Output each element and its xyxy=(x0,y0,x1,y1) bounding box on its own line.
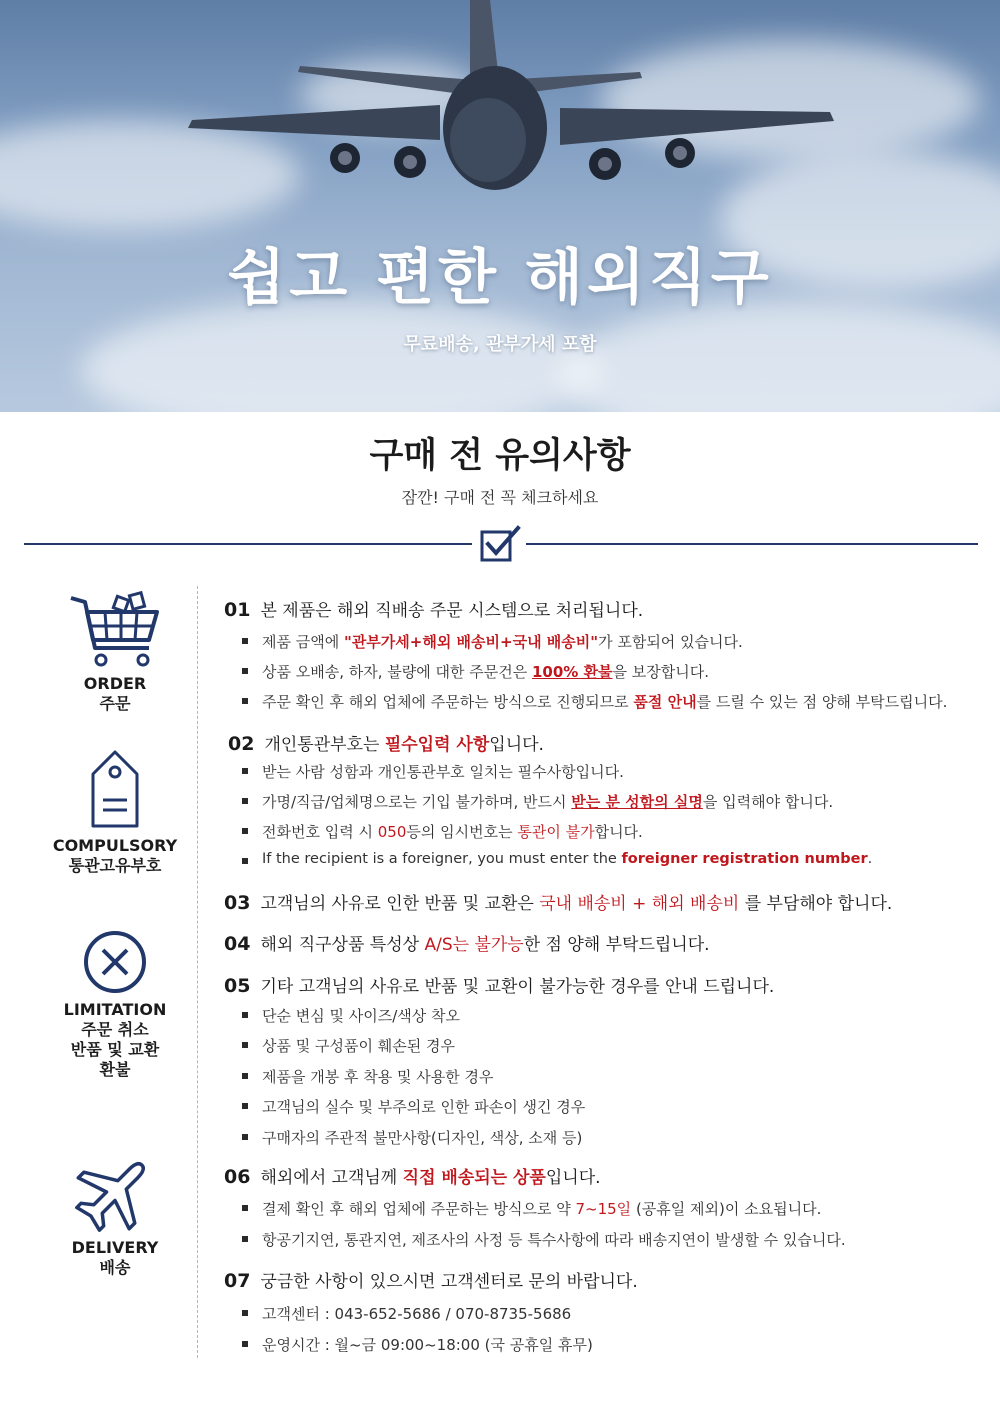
category-delivery-en: DELIVERY xyxy=(71,1238,159,1257)
notice-text: 궁금한 사항이 있으시면 고객센터로 문의 바랍니다. xyxy=(260,1272,638,1292)
notice-number: 03 xyxy=(224,892,251,914)
notice-number: 01 xyxy=(224,599,251,621)
notice-01 xyxy=(224,596,643,621)
category-delivery xyxy=(40,1150,190,1278)
category-compulsory xyxy=(40,748,190,876)
bullet-text: 을 입력해야 합니다. xyxy=(702,793,834,811)
hero-banner xyxy=(0,0,1000,412)
notice-highlight: 필수입력 사항 xyxy=(384,735,490,755)
notice-04 xyxy=(224,930,710,955)
bullet-text: 제품 금액에 xyxy=(262,633,344,651)
notice-03 xyxy=(224,889,892,914)
notice-text: 한 점 양해 부탁드립니다. xyxy=(523,935,710,955)
notice-text: 고객님의 사유로 인한 반품 및 교환은 xyxy=(260,894,540,914)
notice-02 xyxy=(228,730,544,755)
hero-subtitle: 무료배송, 관부가세 포함 xyxy=(403,334,597,355)
notice-01-bullet-2 xyxy=(262,661,709,682)
notice-highlight: 직접 배송되는 상품 xyxy=(402,1168,546,1188)
checkbox-check-icon xyxy=(478,522,522,566)
bullet-text: 상품 오배송, 하자, 불량에 대한 주문건은 xyxy=(262,663,532,681)
notice-number: 06 xyxy=(224,1166,251,1188)
notice-07 xyxy=(224,1267,638,1292)
notice-text: 본 제품은 해외 직배송 주문 시스템으로 처리됩니다. xyxy=(260,601,644,621)
notice-02-bullet-2 xyxy=(262,791,833,812)
price-tag-icon xyxy=(85,748,145,832)
bullet-highlight: foreigner registration number xyxy=(621,851,868,867)
notice-number: 07 xyxy=(224,1270,251,1292)
bullet-highlight: 7~15일 xyxy=(575,1200,632,1218)
notice-06-bullet-1 xyxy=(262,1198,821,1219)
notice-text: 개인통관부호는 xyxy=(264,735,385,755)
section-subtitle: 잠깐! 구매 전 꼭 체크하세요 xyxy=(401,488,599,507)
notice-text: 를 부담해야 합니다. xyxy=(739,894,893,914)
notice-05-bullet-5: 구매자의 주관적 불만사항(디자인, 색상, 소재 등) xyxy=(262,1129,583,1147)
category-order-ko: 주문 xyxy=(99,694,131,713)
notice-text: 입니다. xyxy=(545,1168,601,1188)
bullet-text: 전화번호 입력 시 xyxy=(262,823,378,841)
bullet-highlight: 050 xyxy=(377,823,407,841)
bullet-text: 가명/직급/업체명으로는 기입 불가하며, 반드시 xyxy=(262,793,572,811)
notice-06-bullet-2: 항공기지연, 통관지연, 제조사의 사정 등 특수사항에 따라 배송지연이 발생할 수 있습니다. xyxy=(262,1231,846,1249)
notice-07-bullet-1: 고객센터 : 043-652-5686 / 070-8735-5686 xyxy=(262,1305,572,1323)
bullet-text: If the recipient is a foreigner, you must enter the xyxy=(262,851,622,867)
shopping-cart-icon xyxy=(65,590,165,670)
notice-02-bullet-1 xyxy=(262,761,624,782)
bullet-highlight: 통관이 불가 xyxy=(517,823,595,841)
notice-05-bullet-4: 고객님의 실수 및 부주의로 인한 파손이 생긴 경우 xyxy=(262,1098,586,1116)
bullet-text: 등의 임시번호는 xyxy=(406,823,518,841)
bullet-highlight: 받는 분 성함의 실명 xyxy=(571,793,703,811)
notice-05-bullet-1: 단순 변심 및 사이즈/색상 착오 xyxy=(262,1007,461,1025)
notice-01-bullet-3 xyxy=(262,691,947,712)
category-limitation-en: LIMITATION xyxy=(63,1000,167,1019)
notice-06 xyxy=(224,1163,601,1188)
notice-text: 해외에서 고객님께 xyxy=(260,1168,403,1188)
bullet-highlight: 품절 안내 xyxy=(633,693,697,711)
notice-text: 입니다. xyxy=(489,735,544,755)
notice-05 xyxy=(224,972,774,997)
notice-highlight: 국내 배송비 + 해외 배송비 xyxy=(539,894,740,914)
bullet-text: . xyxy=(867,851,873,867)
notice-number: 04 xyxy=(224,933,251,955)
bullet-text: 합니다. xyxy=(594,823,643,841)
category-limitation-ko1: 주문 취소 xyxy=(81,1020,149,1039)
divider-right xyxy=(526,543,978,545)
bullet-text: 를 드릴 수 있는 점 양해 부탁드립니다. xyxy=(696,693,948,711)
notice-number: 02 xyxy=(228,733,255,755)
category-order-en: ORDER xyxy=(83,674,147,693)
notice-07-bullet-2: 운영시간 : 월~금 09:00~18:00 (국 공휴일 휴무) xyxy=(262,1336,593,1354)
bullet-text: 을 보장합니다. xyxy=(612,663,710,681)
category-compulsory-ko: 통관고유부호 xyxy=(68,856,162,875)
notice-number: 05 xyxy=(224,975,251,997)
bullet-text: 가 포함되어 있습니다. xyxy=(598,633,743,651)
category-delivery-ko: 배송 xyxy=(99,1258,131,1277)
notice-05-bullet-2: 상품 및 구성품이 훼손된 경우 xyxy=(262,1037,455,1055)
airplane-icon xyxy=(73,1150,157,1234)
dashed-separator xyxy=(197,586,198,1358)
bullet-text: 결제 확인 후 해외 업체에 주문하는 방식으로 약 xyxy=(262,1200,576,1218)
notice-01-bullet-1 xyxy=(262,631,743,652)
notice-highlight: A/S는 불가능 xyxy=(424,935,524,955)
notice-05-bullet-3: 제품을 개봉 후 착용 및 사용한 경우 xyxy=(262,1068,494,1086)
notice-02-bullet-3 xyxy=(262,821,643,842)
bullet-highlight: "관부가세+해외 배송비+국내 배송비" xyxy=(344,633,599,651)
category-limitation-ko2: 반품 및 교환 xyxy=(70,1040,160,1059)
category-limitation xyxy=(40,928,190,1080)
category-order xyxy=(40,590,190,714)
cancel-circle-icon xyxy=(81,928,149,996)
bullet-highlight: 100% 환불 xyxy=(532,663,613,681)
category-compulsory-en: COMPULSORY xyxy=(52,836,178,855)
hero-title: 쉽고 편한 해외직구 xyxy=(227,243,773,313)
notice-02-bullet-4 xyxy=(262,851,872,867)
category-limitation-ko3: 환불 xyxy=(99,1060,131,1079)
bullet-text: (공휴일 제외)이 소요됩니다. xyxy=(631,1200,822,1218)
bullet-text: 받는 사람 성함과 개인통관부호 일치는 필수사항입니다. xyxy=(262,763,624,781)
notice-text: 기타 고객님의 사유로 반품 및 교환이 불가능한 경우를 안내 드립니다. xyxy=(260,977,775,997)
bullet-text: 주문 확인 후 해외 업체에 주문하는 방식으로 진행되므로 xyxy=(262,693,634,711)
section-title: 구매 전 유의사항 xyxy=(369,436,631,476)
notice-text: 해외 직구상품 특성상 xyxy=(260,935,425,955)
divider-left xyxy=(24,543,472,545)
